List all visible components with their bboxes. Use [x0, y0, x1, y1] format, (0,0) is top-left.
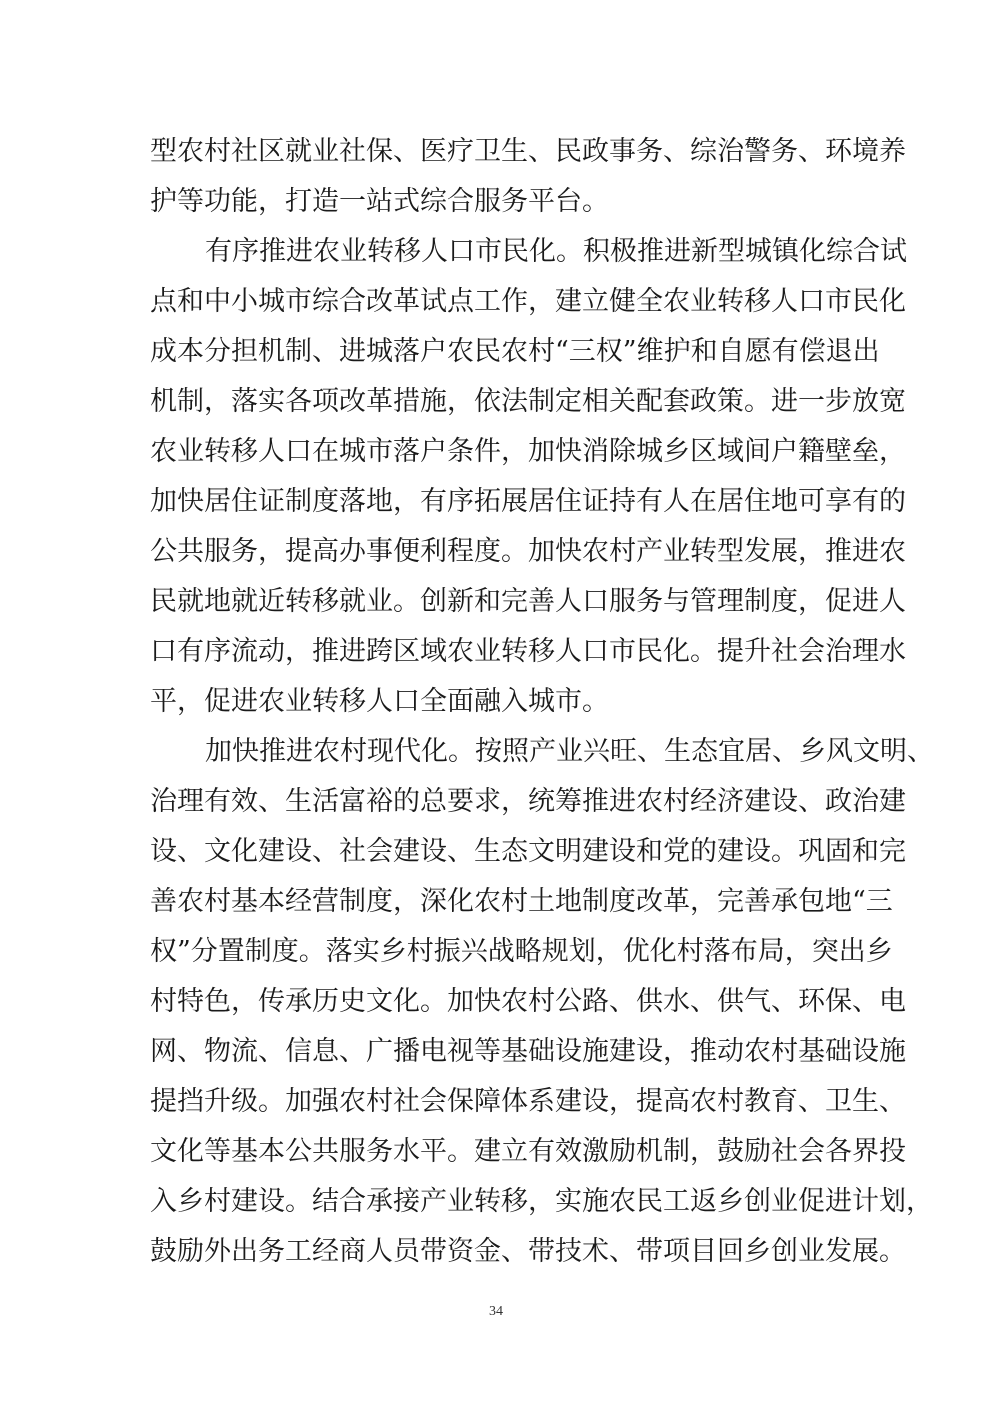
text-line: 鼓励外出务工经商人员带资金、带技术、带项目回乡创业发展。: [150, 1236, 906, 1267]
paragraph-first-line: 有序推进农业转移人口市民化。积极推进新型城镇化综合试: [205, 236, 907, 267]
text-line: 入乡村建设。结合承接产业转移，实施农民工返乡创业促进计划，: [150, 1186, 933, 1217]
text-line: 护等功能，打造一站式综合服务平台。: [150, 186, 609, 217]
text-line: 文化等基本公共服务水平。建立有效激励机制，鼓励社会各界投: [150, 1136, 906, 1167]
text-line: 权”分置制度。落实乡村振兴战略规划，优化村落布局，突出乡: [150, 936, 893, 967]
text-line: 村特色，传承历史文化。加快农村公路、供水、供气、环保、电: [150, 986, 906, 1017]
text-line: 型农村社区就业社保、医疗卫生、民政事务、综治警务、环境养: [150, 136, 906, 167]
text-line: 加快居住证制度落地，有序拓展居住证持有人在居住地可享有的: [150, 486, 906, 517]
text-line: 治理有效、生活富裕的总要求，统筹推进农村经济建设、政治建: [150, 786, 906, 817]
text-line: 网、物流、信息、广播电视等基础设施建设，推动农村基础设施: [150, 1036, 906, 1067]
text-line: 成本分担机制、进城落户农民农村“三权”维护和自愿有偿退出: [150, 336, 880, 367]
text-line: 点和中小城市综合改革试点工作，建立健全农业转移人口市民化: [150, 286, 906, 317]
text-line: 善农村基本经营制度，深化农村土地制度改革，完善承包地“三: [150, 886, 893, 917]
text-line: 公共服务，提高办事便利程度。加快农村产业转型发展，推进农: [150, 536, 906, 567]
text-line: 农业转移人口在城市落户条件，加快消除城乡区域间户籍壁垒，: [150, 436, 906, 467]
text-line: 设、文化建设、社会建设、生态文明建设和党的建设。巩固和完: [150, 836, 906, 867]
page-number: 34: [489, 1304, 503, 1319]
text-line: 民就地就近转移就业。创新和完善人口服务与管理制度，促进人: [150, 586, 906, 617]
paragraph-first-line: 加快推进农村现代化。按照产业兴旺、生态宜居、乡风文明、: [205, 736, 934, 767]
text-line: 口有序流动，推进跨区域农业转移人口市民化。提升社会治理水: [150, 636, 906, 667]
text-line: 提挡升级。加强农村社会保障体系建设，提高农村教育、卫生、: [150, 1086, 906, 1117]
text-line: 机制，落实各项改革措施，依法制定相关配套政策。进一步放宽: [150, 386, 906, 417]
text-line: 平，促进农业转移人口全面融入城市。: [150, 686, 609, 717]
